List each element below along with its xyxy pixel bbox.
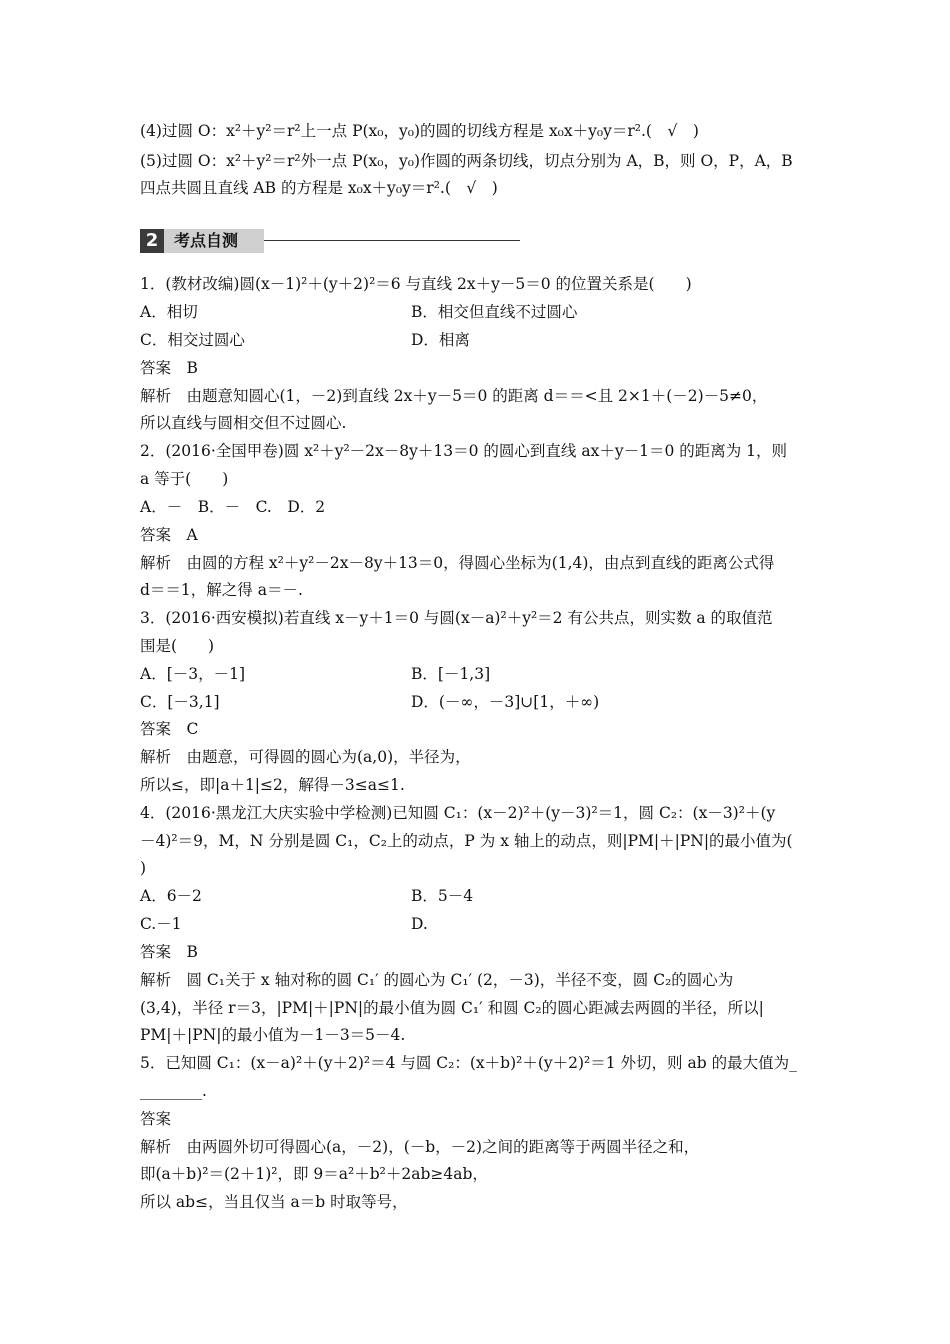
q5-analysis-line2: 即(a＋b)²＝(2＋1)²，即 9＝a²＋b²＋2ab≥4ab， <box>140 1165 488 1183</box>
q3-stem-line2: 围是( ) <box>140 637 215 655</box>
q3-option-a: A．[－3，－1] <box>140 665 246 683</box>
q2-analysis-line1: 解析 由圆的方程 x²＋y²－2x－8y＋13＝0，得圆心坐标为(1,4)，由点到直线的距离公式得 <box>140 554 775 572</box>
q3-analysis-line2: 所以≤，即|a＋1|≤2，解得－3≤a≤1. <box>140 776 405 794</box>
q3-analysis-line1: 解析 由题意，可得圆的圆心为(a,0)，半径为， <box>140 748 471 766</box>
q1-analysis-line2: 所以直线与圆相交但不过圆心. <box>140 414 347 432</box>
q1-answer: 答案 B <box>140 359 198 377</box>
q4-option-d: D. <box>411 915 428 933</box>
q1-option-b: B．相交但直线不过圆心 <box>411 303 578 321</box>
intro-item-5-line2: 四点共圆且直线 AB 的方程是 x₀x＋y₀y＝r².( √ ) <box>140 179 498 197</box>
q3-stem-line1: 3．(2016·西安模拟)若直线 x－y＋1＝0 与圆(x－a)²＋y²＝2 有公共点，则实数 a 的取值范 <box>140 609 773 627</box>
q2-stem-line1: 2．(2016·全国甲卷)圆 x²＋y²－2x－8y＋13＝0 的圆心到直线 ax＋y－1＝0 的距离为 1，则 <box>140 442 788 460</box>
q2-analysis-line2: d＝＝1，解之得 a＝－. <box>140 581 303 599</box>
q4-option-b: B．5－4 <box>411 887 474 905</box>
q3-option-c: C．[－3,1] <box>140 693 220 711</box>
q2-answer: 答案 A <box>140 526 198 544</box>
q1-option-a: A．相切 <box>140 303 198 321</box>
section-title: 考点自测 <box>174 231 239 250</box>
section-header <box>140 229 264 253</box>
section-number-badge: 2 <box>140 229 164 253</box>
q1-stem: 1．(教材改编)圆(x－1)²＋(y＋2)²＝6 与直线 2x＋y－5＝0 的位置关系是( ) <box>140 275 692 293</box>
q1-option-c: C．相交过圆心 <box>140 331 245 349</box>
q1-option-d: D．相离 <box>411 331 470 349</box>
q5-stem-line2: ________. <box>140 1082 207 1100</box>
intro-item-4: (4)过圆 O：x²＋y²＝r²上一点 P(x₀，y₀)的圆的切线方程是 x₀x＋y₀y＝r².( √ ) <box>140 122 699 140</box>
q4-option-a: A．6－2 <box>140 887 202 905</box>
q4-analysis-line2: (3,4)，半径 r＝3，|PM|＋|PN|的最小值为圆 C₁′ 和圆 C₂的圆心距减去两圆的半径，所以| <box>140 999 764 1017</box>
q2-stem-line2: a 等于( ) <box>140 470 229 488</box>
q5-analysis-line1: 解析 由两圆外切可得圆心(a，－2)，(－b，－2)之间的距离等于两圆半径之和， <box>140 1138 700 1156</box>
q4-answer: 答案 B <box>140 943 198 961</box>
q3-answer: 答案 C <box>140 720 199 738</box>
intro-item-5-line1: (5)过圆 O：x²＋y²＝r²外一点 P(x₀，y₀)作圆的两条切线，切点分别为 A，B，则 O，P，A，B <box>140 152 793 170</box>
q4-analysis-line1: 解析 圆 C₁关于 x 轴对称的圆 C₁′ 的圆心为 C₁′ (2，－3)，半径不变，圆 C₂的圆心为 <box>140 971 734 989</box>
q5-stem-line1: 5．已知圆 C₁：(x－a)²＋(y＋2)²＝4 与圆 C₂：(x＋b)²＋(y＋2)²＝1 外切，则 ab 的最大值为_ <box>140 1054 797 1072</box>
q2-options: A．－ B．－ C. D．2 <box>140 498 326 516</box>
section-divider <box>264 240 520 241</box>
q3-option-b: B．[－1,3] <box>411 665 491 683</box>
q5-answer: 答案 <box>140 1110 172 1128</box>
q1-analysis-line1: 解析 由题意知圆心(1，－2)到直线 2x＋y－5＝0 的距离 d＝＝<且 2×1＋(－2)－5≠0， <box>140 387 768 405</box>
q4-option-c: C.－1 <box>140 915 182 933</box>
q4-stem-line2: －4)²＝9，M，N 分别是圆 C₁，C₂上的动点，P 为 x 轴上的动点，则|PM|＋|PN|的最小值为( <box>140 832 793 850</box>
q4-stem-line3: ) <box>140 859 147 877</box>
q3-option-d: D．(－∞，－3]∪[1，＋∞) <box>411 693 600 711</box>
q5-analysis-line3: 所以 ab≤，当且仅当 a＝b 时取等号， <box>140 1193 408 1211</box>
q4-stem-line1: 4．(2016·黑龙江大庆实验中学检测)已知圆 C₁：(x－2)²＋(y－3)²＝1，圆 C₂：(x－3)²＋(y <box>140 804 776 822</box>
q4-analysis-line3: PM|＋|PN|的最小值为－1－3＝5－4. <box>140 1026 406 1044</box>
